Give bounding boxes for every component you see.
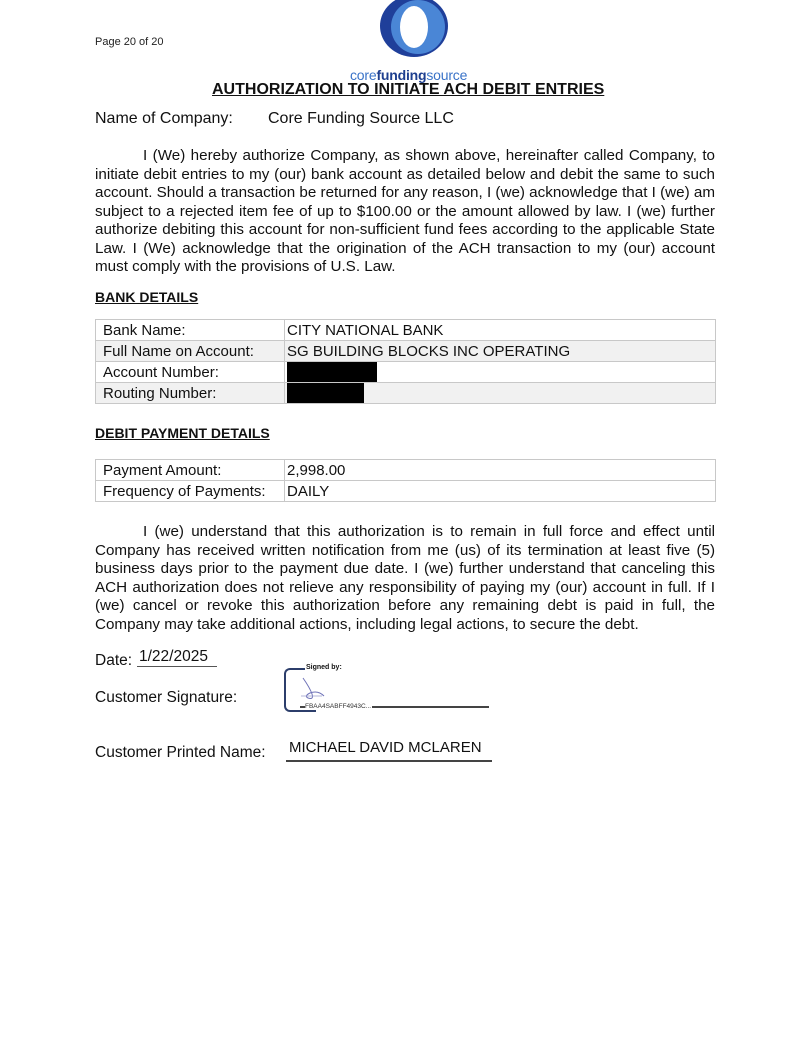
redaction-block xyxy=(287,362,377,382)
core-funding-source-logo-icon xyxy=(378,0,450,58)
date-label: Date: xyxy=(95,652,133,669)
printed-name-value: MICHAEL DAVID MCLAREN xyxy=(286,739,492,762)
table-row xyxy=(96,460,716,481)
frequency-value: DAILY xyxy=(285,481,716,502)
account-number-value xyxy=(285,362,716,383)
date-value: 1/22/2025 xyxy=(137,648,217,667)
authorization-paragraph xyxy=(95,147,715,277)
bank-name-value: CITY NATIONAL BANK xyxy=(285,320,716,341)
termination-paragraph xyxy=(95,523,715,634)
routing-number-label: Routing Number: xyxy=(96,383,285,404)
company-value: Core Funding Source LLC xyxy=(268,110,454,127)
bank-name-label: Bank Name: xyxy=(96,320,285,341)
brand-part-source: source xyxy=(426,67,468,83)
table-row xyxy=(96,341,716,362)
frequency-label: Frequency of Payments: xyxy=(96,481,285,502)
document-title: AUTHORIZATION TO INITIATE ACH DEBIT ENTRIES xyxy=(212,81,605,98)
bank-details-table xyxy=(95,319,716,404)
payment-amount-value: 2,998.00 xyxy=(285,460,716,481)
bank-details-heading: BANK DETAILS xyxy=(95,289,199,305)
brand-part-funding: funding xyxy=(376,67,427,83)
account-number-label: Account Number: xyxy=(96,362,285,383)
customer-signature-label: Customer Signature: xyxy=(95,689,238,706)
table-row xyxy=(96,320,716,341)
signature-scribble-icon xyxy=(298,676,328,702)
authorization-text: I (We) hereby authorize Company, as shown above, hereinafter called Company, to initiate debit entries to my (our) bank account as detailed below and debit the same to such account. Should a transaction be returned for any reason, I (we) acknowledge that I (we) am subject to a rejected item fee of up to $100.00 or the amount allowed by law. I (we) further authorize debiting this account for non-sufficient fund fees according to the applicable State Law. I (We) acknowledge that the origination of the ACH transaction to my (our) account must comply with the provisions of U.S. Law. xyxy=(95,147,715,275)
signature-id: FBAA4SABFF4943C... xyxy=(305,703,372,710)
routing-number-value xyxy=(285,383,716,404)
account-name-value: SG BUILDING BLOCKS INC OPERATING xyxy=(285,341,716,362)
debit-details-table xyxy=(95,459,716,502)
printed-name-label: Customer Printed Name: xyxy=(95,744,266,761)
company-label: Name of Company: xyxy=(95,110,233,127)
signed-by-label: Signed by: xyxy=(306,664,342,671)
table-row xyxy=(96,383,716,404)
table-row xyxy=(96,362,716,383)
company-row xyxy=(95,110,454,128)
termination-text: I (we) understand that this authorization is to remain in full force and effect until Company has received written notification from me (us) of its termination at least five (5) business days prior to the payment due date. I (we) further understand that canceling this ACH authorization does not relieve any responsibility of paying my (our) account in full. If I (we) cancel or revoke this authorization before any remaining debt is paid in full, the Company may take additional actions, including legal actions, to secure the debt. xyxy=(95,523,715,633)
debit-details-heading: DEBIT PAYMENT DETAILS xyxy=(95,425,270,441)
account-name-label: Full Name on Account: xyxy=(96,341,285,362)
payment-amount-label: Payment Amount: xyxy=(96,460,285,481)
page-indicator: Page 20 of 20 xyxy=(95,36,164,48)
redaction-block xyxy=(287,383,364,403)
brand-part-core: core xyxy=(350,67,377,83)
table-row xyxy=(96,481,716,502)
